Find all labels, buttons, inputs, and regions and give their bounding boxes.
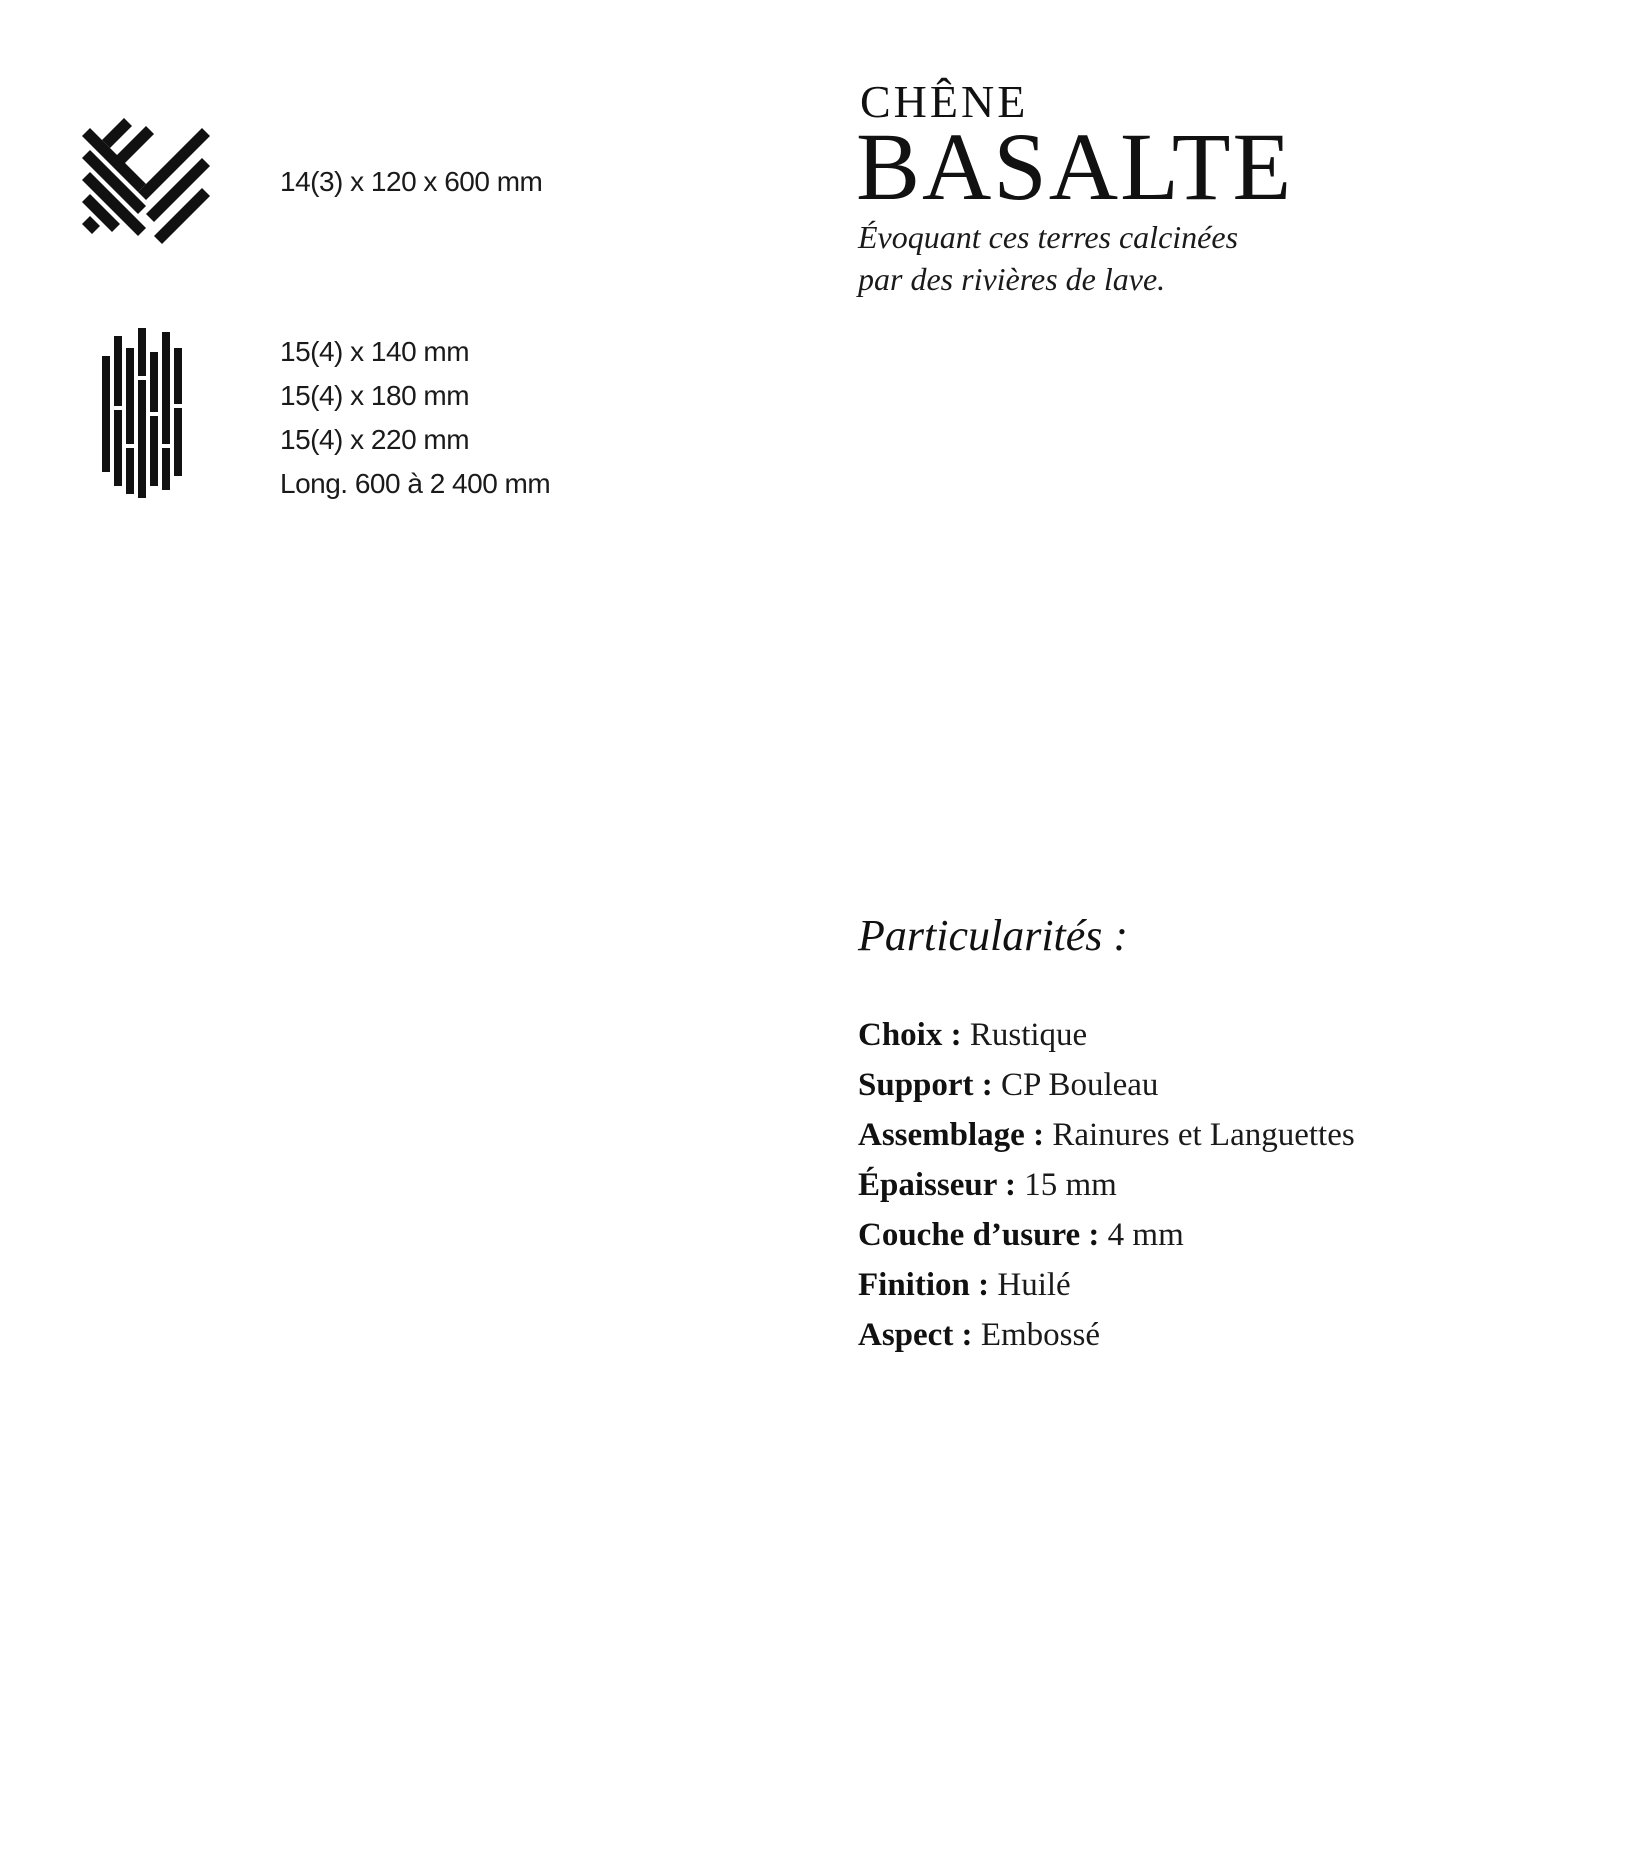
herringbone-size [280,160,542,204]
spec-value: Rainures et Languettes [1052,1117,1355,1153]
product-tagline [858,216,1238,300]
plank-length-line: Long. 600 à 2 400 mm [280,468,551,499]
spec-item-finition [858,1260,1355,1310]
plank-pattern-icon [102,328,190,498]
spec-label: Support : [858,1067,993,1103]
spec-label: Assemblage : [858,1117,1045,1153]
plank-sizes [280,330,550,506]
product-name: BASALTE [856,113,1294,220]
spec-item-assemblage [858,1110,1355,1160]
spec-label: Couche d’usure : [858,1217,1100,1253]
spec-label: Choix : [858,1017,962,1053]
spec-label: Épaisseur : [858,1167,1017,1203]
spec-item-aspect [858,1310,1355,1360]
spec-value: Huilé [997,1267,1071,1303]
particularites-heading: Particularités : [858,911,1129,960]
spec-value: 15 mm [1024,1167,1117,1203]
tagline-line: par des rivières de lave. [858,261,1166,297]
tagline-line: Évoquant ces terres calcinées [858,219,1239,255]
herringbone-pattern-icon [80,118,212,244]
spec-item-couche-usure [858,1210,1355,1260]
herringbone-size-line: 14(3) x 120 x 600 mm [280,166,543,197]
spec-item-support [858,1060,1355,1110]
plank-size-line: 15(4) x 140 mm [280,336,470,367]
spec-value: Rustique [969,1017,1088,1053]
spec-label: Aspect : [858,1317,973,1353]
plank-size-line: 15(4) x 220 mm [280,424,470,455]
spec-value: CP Bouleau [1001,1067,1159,1103]
product-kicker: CHÊNE [860,76,1029,127]
spec-item-epaisseur [858,1160,1355,1210]
spec-item-choix [858,1010,1355,1060]
plank-size-line: 15(4) x 180 mm [280,380,470,411]
spec-value: 4 mm [1107,1217,1184,1253]
spec-list [858,1010,1355,1360]
spec-label: Finition : [858,1267,990,1303]
spec-value: Embossé [980,1317,1100,1353]
